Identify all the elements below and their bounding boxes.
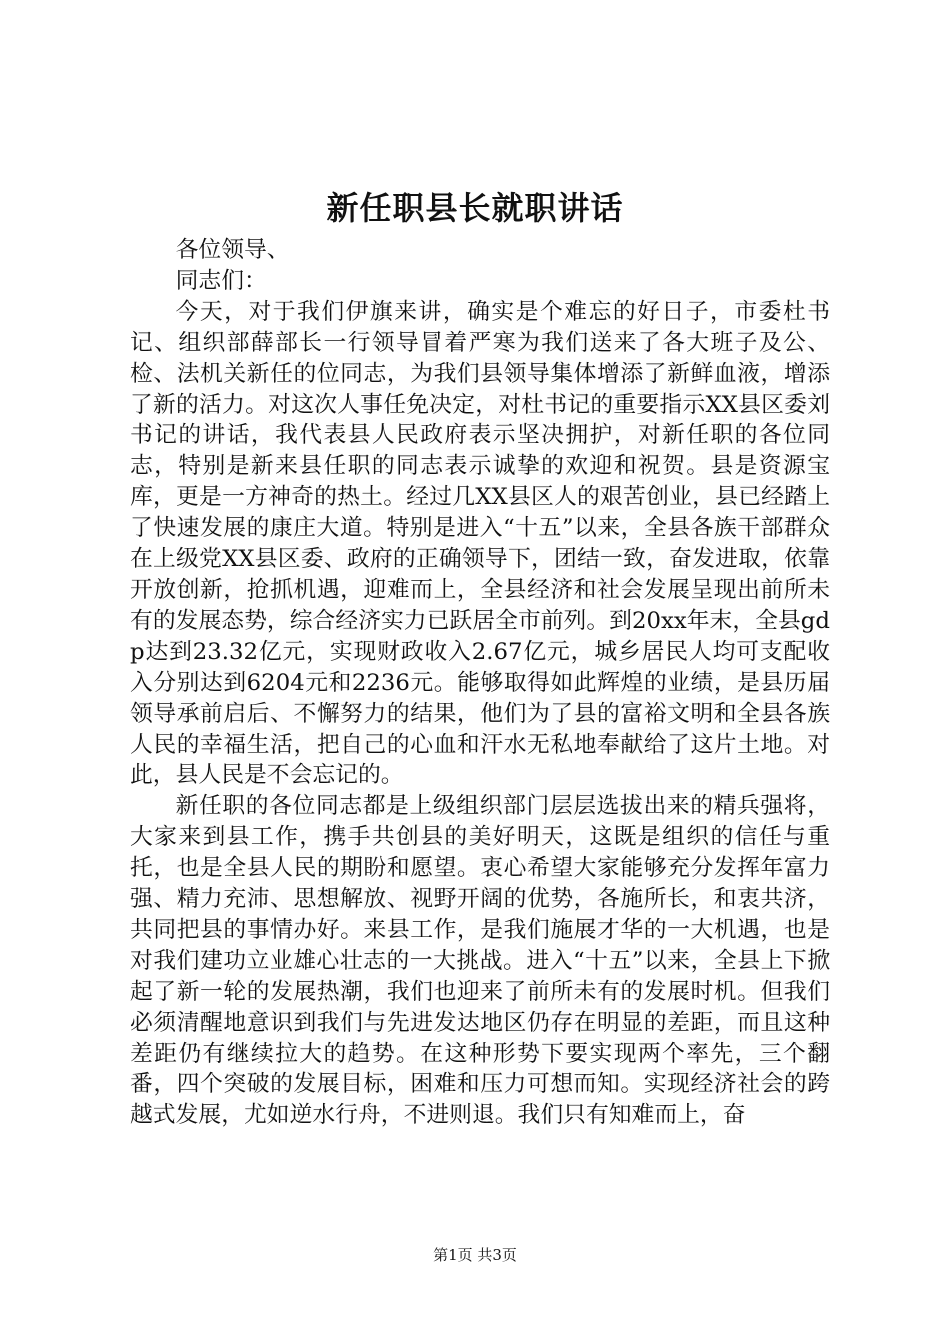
paragraph-1: 今天，对于我们伊旗来讲，确实是个难忘的好日子，市委杜书记、组织部薛部长一行领导冒着严寒为我们送来了各大班子及公、检、法机关新任的位同志，为我们县领导集体增添了新鲜血液，增添了新的活力。对这次人事任免决定，对杜书记的重要指示XX县区委刘书记的讲话，我代表县人民政府表示坚决拥护，对新任职的各位同志，特别是新来县任职的同志表示诚挚的欢迎和祝贺。县是资源宝库，更是一方神奇的热土。经过几XX县区人的艰苦创业，县已经踏上了快速发展的康庄大道。特别是进入“十五”以来，全县各族干部群众在上级党XX县区委、政府的正确领导下，团结一致，奋发进取，依靠开放创新，抢抓机遇，迎难而上，全县经济和社会发展呈现出前所未有的发展态势，综合经济实力已跃居全市前列。到20xx年末，全县gdp达到23.32亿元，实现财政收入2.67亿元，城乡居民人均可支配收入分别达到6204元和2236元。能够取得如此辉煌的业绩，是县历届领导承前启后、不懈努力的结果，他们为了县的富裕文明和全县各族人民的幸福生活，把自己的心血和汗水无私地奉献给了这片土地。对此，县人民是不会忘记的。	[130, 298, 830, 789]
page-footer: 第1页 共3页	[433, 1246, 517, 1264]
salutation-leaders: 各位领导、	[175, 237, 290, 263]
document-title: 新任职县长就职讲话	[326, 189, 624, 227]
paragraph-2: 新任职的各位同志都是上级组织部门层层选拔出来的精兵强将，大家来到县工作，携手共创县的美好明天，这既是组织的信任与重托，也是全县人民的期盼和愿望。衷心希望大家能够充分发挥年富力强、精力充沛、思想解放、视野开阔的优势，各施所长，和衷共济，共同把县的事情办好。来县工作，是我们施展才华的一大机遇，也是对我们建功立业雄心壮志的一大挑战。进入“十五”以来，全县上下掀起了新一轮的发展热潮，我们也迎来了前所未有的发展时机。但我们必须清醒地意识到我们与先进发达地区仍存在明显的差距，而且这种差距仍有继续拉大的趋势。在这种形势下要实现两个率先，三个翻番，四个突破的发展目标，困难和压力可想而知。实现经济社会的跨越式发展，尤如逆水行舟，不进则退。我们只有知难而上，奋	[130, 793, 830, 1129]
salutation-comrades: 同志们：	[175, 267, 267, 294]
document-body	[130, 235, 830, 1131]
